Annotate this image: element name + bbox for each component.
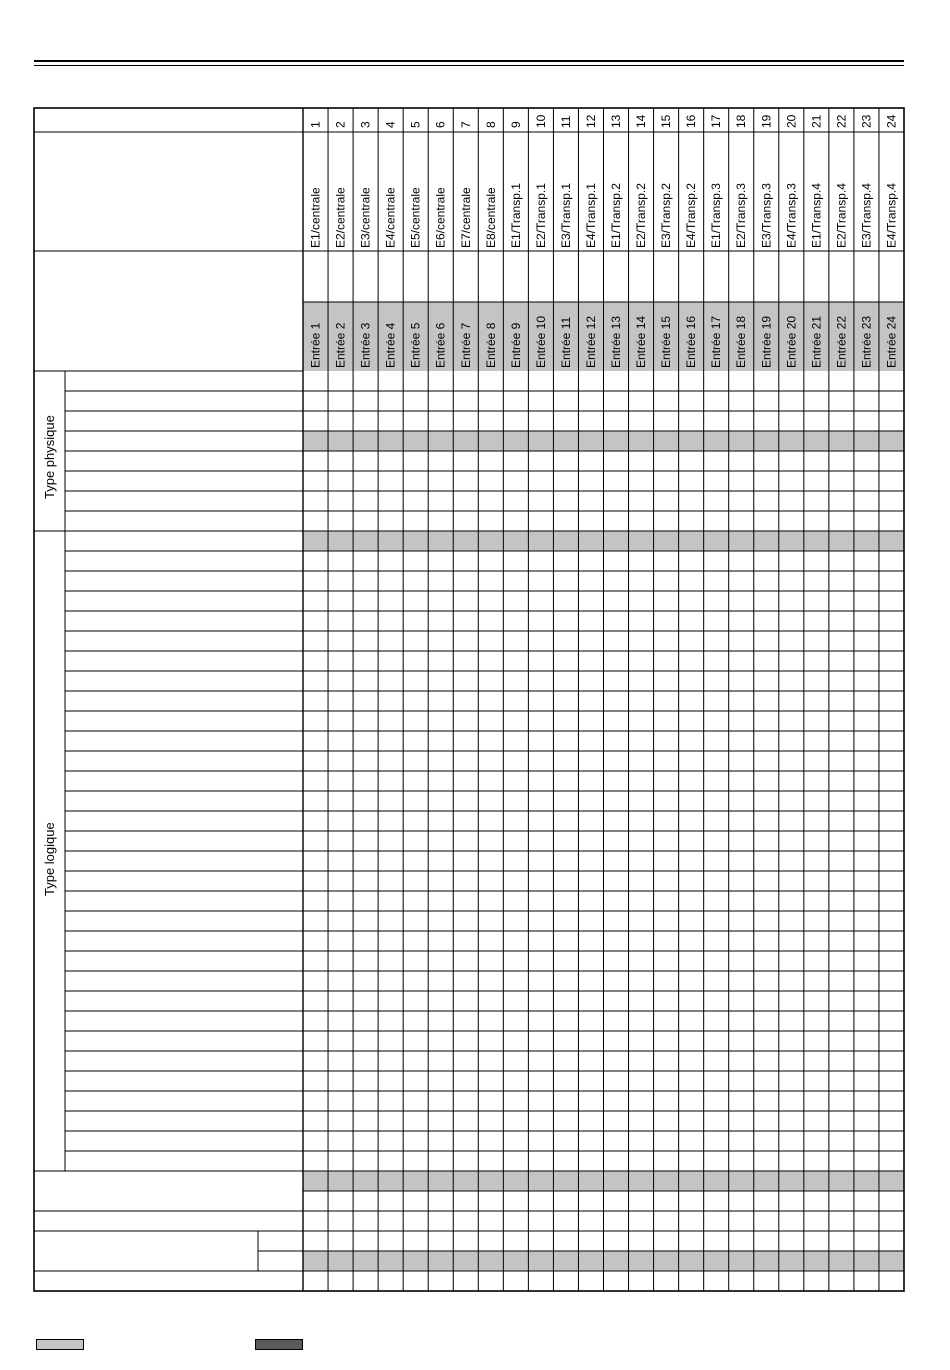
column-source-label: E3/Transp.4 [859,183,874,248]
column-number: 16 [684,114,699,128]
column-number: 10 [533,114,548,128]
column-entry-label: Entrée 16 [684,315,699,368]
column-entry-label: Entrée 18 [734,315,749,368]
column-number: 13 [609,114,624,128]
column-source-label: E1/centrale [308,187,323,248]
column-number: 15 [659,114,674,128]
column-entry-label: Entrée 5 [408,322,423,368]
column-source-label: E8/centrale [483,187,498,248]
logical-type-label: Type logique [42,822,57,896]
column-entry-label: Entrée 10 [533,315,548,368]
table-border [34,108,904,1291]
column-source-label: E7/centrale [458,187,473,248]
column-entry-label: Entrée 7 [458,322,473,368]
column-source-label: E4/Transp.3 [784,183,799,248]
legend-light-gray-swatch [36,1339,84,1350]
column-entry-label: Entrée 15 [659,315,674,368]
column-source-label: E4/Transp.1 [583,183,598,248]
column-entry-label: Entrée 2 [333,322,348,368]
column-number: 24 [884,114,899,128]
column-source-label: E5/centrale [408,187,423,248]
column-source-label: E2/Transp.2 [634,183,649,248]
physical-type-label: Type physique [42,415,57,499]
column-entry-label: Entrée 20 [784,315,799,368]
column-number: 19 [759,114,774,128]
column-number: 20 [784,114,799,128]
column-number: 3 [358,121,373,128]
column-entry-label: Entrée 6 [433,322,448,368]
column-source-label: E6/centrale [433,187,448,248]
column-source-label: E4/centrale [383,187,398,248]
column-entry-label: Entrée 8 [483,322,498,368]
column-entry-label: Entrée 17 [709,315,724,368]
column-entry-label: Entrée 19 [759,315,774,368]
column-number: 21 [809,114,824,128]
column-number: 2 [333,121,348,128]
column-source-label: E3/Transp.1 [558,183,573,248]
column-entry-label: Entrée 12 [583,315,598,368]
column-source-label: E4/Transp.2 [684,183,699,248]
column-source-label: E2/Transp.1 [533,183,548,248]
column-number: 11 [558,115,573,128]
column-number: 7 [458,121,473,128]
column-source-label: E3/Transp.2 [659,183,674,248]
column-source-label: E2/centrale [333,187,348,248]
column-entry-label: Entrée 3 [358,322,373,368]
column-number: 4 [383,121,398,128]
column-source-label: E2/Transp.3 [734,183,749,248]
column-number: 18 [734,114,749,128]
column-entry-label: Entrée 9 [508,322,523,368]
column-number: 14 [634,114,649,128]
column-entry-label: Entrée 11 [558,316,573,368]
column-number: 8 [483,121,498,128]
column-number: 22 [834,114,849,128]
column-source-label: E3/centrale [358,187,373,248]
column-entry-label: Entrée 1 [308,322,323,368]
column-entry-label: Entrée 23 [859,315,874,368]
column-source-label: E1/Transp.4 [809,183,824,248]
column-entry-label: Entrée 4 [383,322,398,368]
column-number: 9 [508,121,523,128]
column-source-label: E3/Transp.3 [759,183,774,248]
column-number: 6 [433,121,448,128]
column-entry-label: Entrée 21 [809,315,824,368]
column-number: 5 [408,121,423,128]
column-entry-label: Entrée 22 [834,315,849,368]
column-entry-label: Entrée 24 [884,315,899,368]
legend-dark-gray-swatch [255,1339,303,1350]
column-source-label: E1/Transp.2 [609,183,624,248]
column-number: 1 [308,121,323,128]
column-entry-label: Entrée 13 [609,315,624,368]
column-number: 23 [859,114,874,128]
column-source-label: E1/Transp.3 [709,183,724,248]
column-number: 12 [583,114,598,128]
column-source-label: E2/Transp.4 [834,183,849,248]
column-source-label: E1/Transp.1 [508,183,523,248]
column-entry-label: Entrée 14 [634,315,649,368]
column-source-label: E4/Transp.4 [884,183,899,248]
column-number: 17 [709,114,724,128]
